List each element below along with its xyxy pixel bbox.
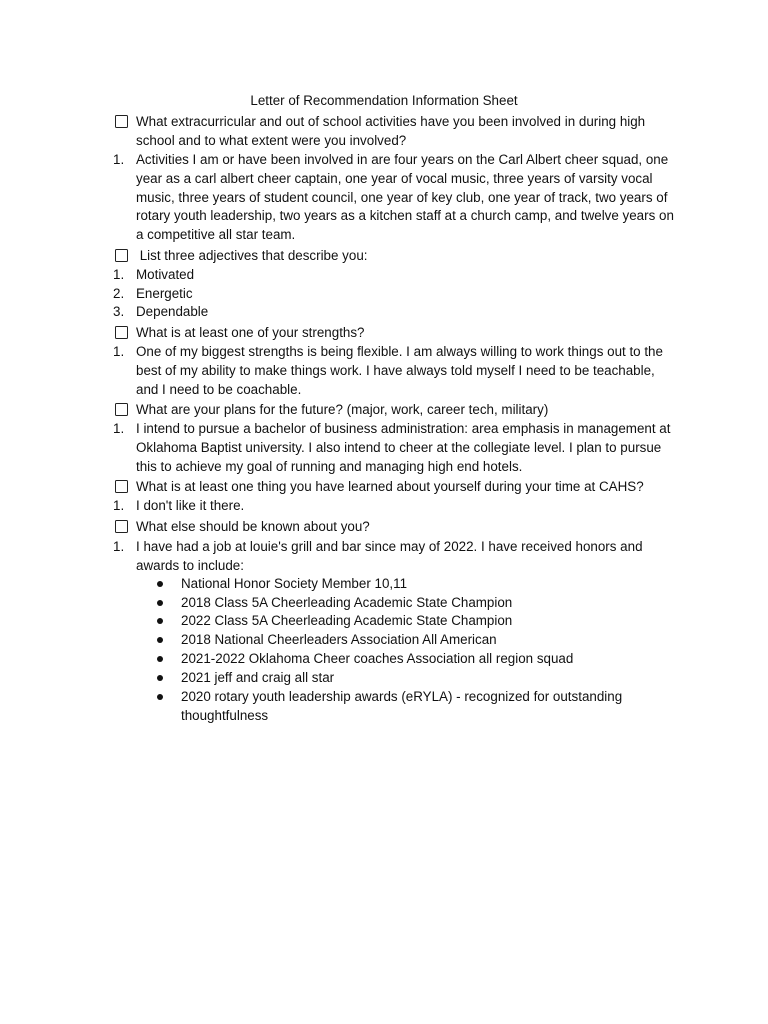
bullet-icon bbox=[157, 581, 163, 587]
bullet-icon bbox=[157, 675, 163, 681]
checkbox-icon[interactable] bbox=[115, 326, 128, 339]
bullet-icon bbox=[157, 694, 163, 700]
checkbox-icon[interactable] bbox=[115, 249, 128, 262]
question-text: List three adjectives that describe you: bbox=[136, 248, 368, 263]
answer-3 bbox=[113, 343, 678, 399]
award-text: 2021-2022 Oklahoma Cheer coaches Association all region squad bbox=[181, 651, 574, 666]
adjective-text: Energetic bbox=[136, 286, 193, 301]
checkbox-icon[interactable] bbox=[115, 480, 128, 493]
answer-text: I have had a job at louie's grill and bar since may of 2022. I have received honors and awards to include: bbox=[136, 539, 643, 573]
question-6 bbox=[113, 518, 678, 537]
document-title: Letter of Recommendation Information Sheet bbox=[250, 93, 518, 108]
answer-6 bbox=[113, 538, 678, 576]
award-text: 2018 National Cheerleaders Association All American bbox=[181, 632, 497, 647]
question-text: What are your plans for the future? (major, work, career tech, military) bbox=[136, 402, 549, 417]
question-5 bbox=[113, 478, 678, 497]
answer-text: I don't like it there. bbox=[136, 498, 245, 513]
list-number: 3. bbox=[113, 304, 125, 319]
award-list-item bbox=[157, 669, 677, 688]
answer-1 bbox=[113, 151, 678, 245]
question-2 bbox=[113, 247, 678, 266]
question-4 bbox=[113, 401, 678, 420]
question-3 bbox=[113, 324, 678, 343]
checkbox-icon[interactable] bbox=[115, 115, 128, 128]
list-number: 1. bbox=[113, 421, 125, 436]
award-list-item bbox=[157, 688, 677, 726]
question-text: What extracurricular and out of school activities have you been involved in during high school and to what extent were you involved? bbox=[136, 114, 646, 148]
award-text: 2022 Class 5A Cheerleading Academic State Champion bbox=[181, 613, 513, 628]
award-text: 2018 Class 5A Cheerleading Academic State Champion bbox=[181, 595, 513, 610]
adjective-text: Motivated bbox=[136, 267, 195, 282]
award-list-item bbox=[157, 631, 677, 650]
question-1 bbox=[113, 113, 678, 151]
answer-text: I intend to pursue a bachelor of business administration: area emphasis in management at Oklahoma Baptist university. I also intend to cheer at the collegiate level. I plan to pursue this to achieve my goal of running and managing high end hotels. bbox=[136, 421, 671, 474]
bullet-icon bbox=[157, 618, 163, 624]
checkbox-icon[interactable] bbox=[115, 520, 128, 533]
answer-5 bbox=[113, 497, 678, 516]
award-list-item bbox=[157, 575, 677, 594]
award-text: National Honor Society Member 10,11 bbox=[181, 576, 408, 591]
award-text: 2020 rotary youth leadership awards (eRYLA) - recognized for outstanding thoughtfulness bbox=[181, 689, 623, 723]
list-number: 1. bbox=[113, 498, 125, 513]
bullet-icon bbox=[157, 637, 163, 643]
award-list-item bbox=[157, 650, 677, 669]
bullet-icon bbox=[157, 656, 163, 662]
answer-4 bbox=[113, 420, 678, 476]
award-text: 2021 jeff and craig all star bbox=[181, 670, 335, 685]
list-item bbox=[113, 303, 678, 322]
award-list-item bbox=[157, 612, 677, 631]
question-text: What is at least one thing you have learned about yourself during your time at CAHS? bbox=[136, 479, 644, 494]
adjective-text: Dependable bbox=[136, 304, 209, 319]
question-text: What else should be known about you? bbox=[136, 519, 370, 534]
question-text: What is at least one of your strengths? bbox=[136, 325, 365, 340]
list-item bbox=[113, 285, 678, 304]
list-number: 1. bbox=[113, 344, 125, 359]
answer-text: One of my biggest strengths is being flexible. I am always willing to work things out to the best of my ability to make things work. I have always told myself I need to be teachable, and I need to be coachable. bbox=[136, 344, 663, 397]
award-list-item bbox=[157, 594, 677, 613]
bullet-icon bbox=[157, 600, 163, 606]
answer-text: Activities I am or have been involved in are four years on the Carl Albert cheer squad, one year as a carl albert cheer captain, one year of vocal music, three years of varsity vocal music, three years of student council, one year of key club, one year of track, two years of rotary youth leadership, two years as a kitchen staff at a church camp, and twelve years on a competitive all star team. bbox=[136, 152, 674, 243]
list-number: 1. bbox=[113, 152, 125, 167]
list-item bbox=[113, 266, 678, 285]
list-number: 2. bbox=[113, 286, 125, 301]
list-number: 1. bbox=[113, 539, 125, 554]
checkbox-icon[interactable] bbox=[115, 403, 128, 416]
list-number: 1. bbox=[113, 267, 125, 282]
